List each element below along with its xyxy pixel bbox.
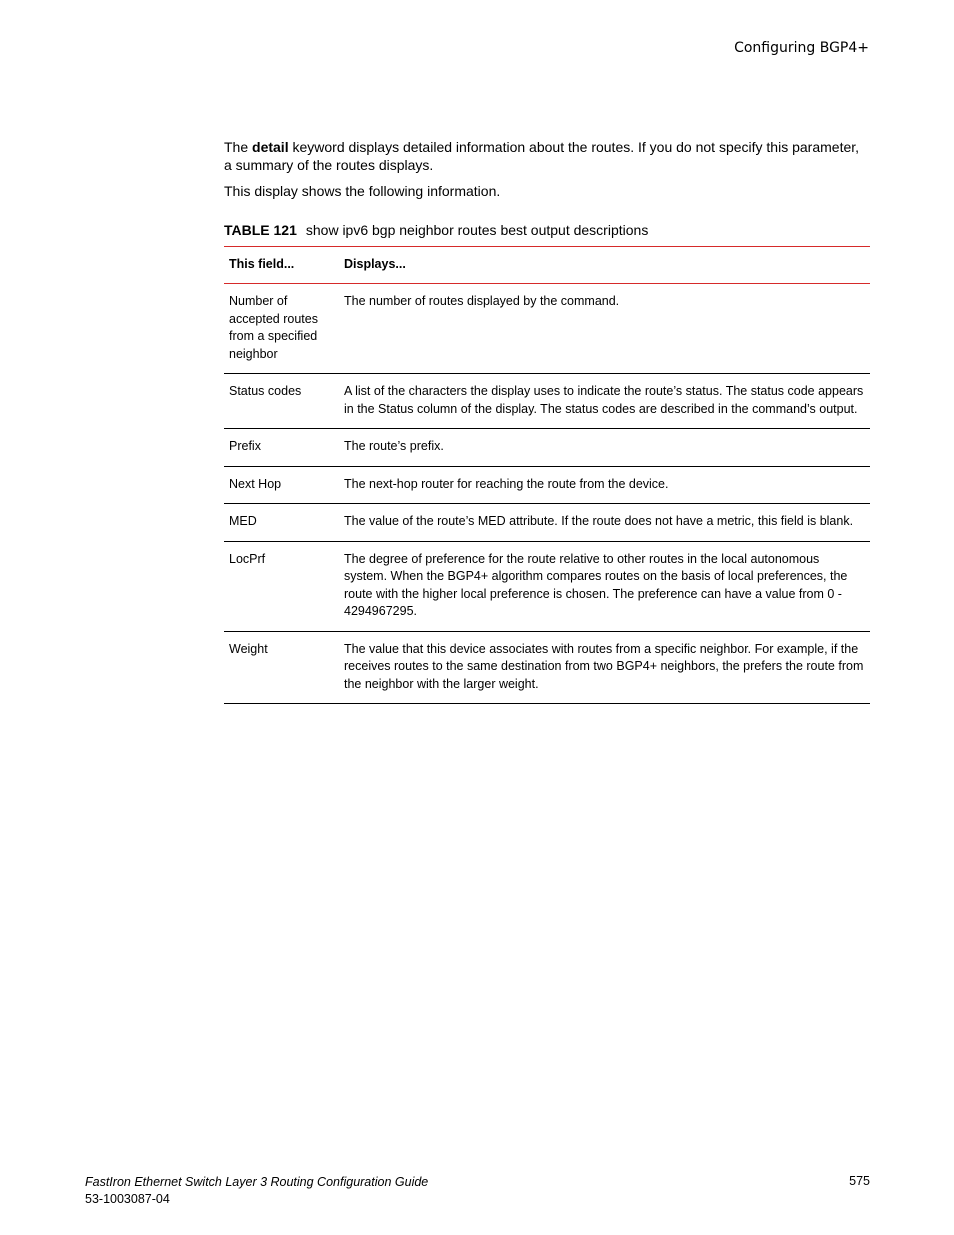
table-row — [224, 541, 870, 631]
row-description: The next-hop router for reaching the route from the device. — [339, 466, 870, 504]
display-intro: This display shows the following information. — [224, 183, 501, 199]
footer-doc-number: 53-1003087-04 — [85, 1192, 170, 1206]
row-description: The degree of preference for the route relative to other routes in the local autonomous system. When the BGP4+ algorithm compares routes on the basis of local preferences, the route with the higher local preference is chosen. The preference can have a value from 0 - 4294967295. — [339, 541, 870, 631]
row-field: Number of accepted routes from a specified neighbor — [224, 284, 339, 374]
row-description: The value of the route’s MED attribute. If the route does not have a metric, this field is blank. — [339, 504, 870, 542]
table-row — [224, 374, 870, 429]
table-title: show ipv6 bgp neighbor routes best output descriptions — [305, 222, 649, 238]
row-field: Status codes — [224, 374, 339, 429]
row-description: A list of the characters the display uses to indicate the route’s status. The status code appears in the Status column of the display. The status codes are described in the command’s output. — [339, 374, 870, 429]
table-row — [224, 631, 870, 704]
table-row — [224, 504, 870, 542]
row-field: MED — [224, 504, 339, 542]
running-header-section-title: Configuring BGP4+ — [734, 40, 869, 56]
table-label: TABLE 121 — [224, 222, 297, 238]
intro-paragraph — [224, 138, 870, 174]
page-content — [224, 138, 870, 704]
row-description: The route’s prefix. — [339, 429, 870, 467]
row-field: Prefix — [224, 429, 339, 467]
footer-guide-title: FastIron Ethernet Switch Layer 3 Routing Configuration Guide — [85, 1175, 429, 1189]
footer-page-number: 575 — [849, 1174, 870, 1188]
header-field: This field... — [224, 247, 339, 284]
table-row — [224, 429, 870, 467]
intro-suffix: keyword displays detailed information about the routes. If you do not specify this parameter, a summary of the routes displays. — [224, 139, 860, 173]
row-description: The value that this device associates with routes from a specific neighbor. For example, if the receives routes to the same destination from two BGP4+ neighbors, the prefers the route from the neighbor with the larger weight. — [339, 631, 870, 704]
row-field: LocPrf — [224, 541, 339, 631]
footer-guide — [85, 1174, 428, 1208]
table-row — [224, 284, 870, 374]
intro-keyword: detail — [252, 139, 289, 155]
table-caption — [224, 221, 870, 239]
row-field: Weight — [224, 631, 339, 704]
descriptions-table — [224, 246, 870, 704]
table-header-row — [224, 247, 870, 284]
table-row — [224, 466, 870, 504]
row-description: The number of routes displayed by the command. — [339, 284, 870, 374]
intro-prefix: The — [224, 139, 253, 155]
header-displays: Displays... — [339, 247, 870, 284]
row-field: Next Hop — [224, 466, 339, 504]
